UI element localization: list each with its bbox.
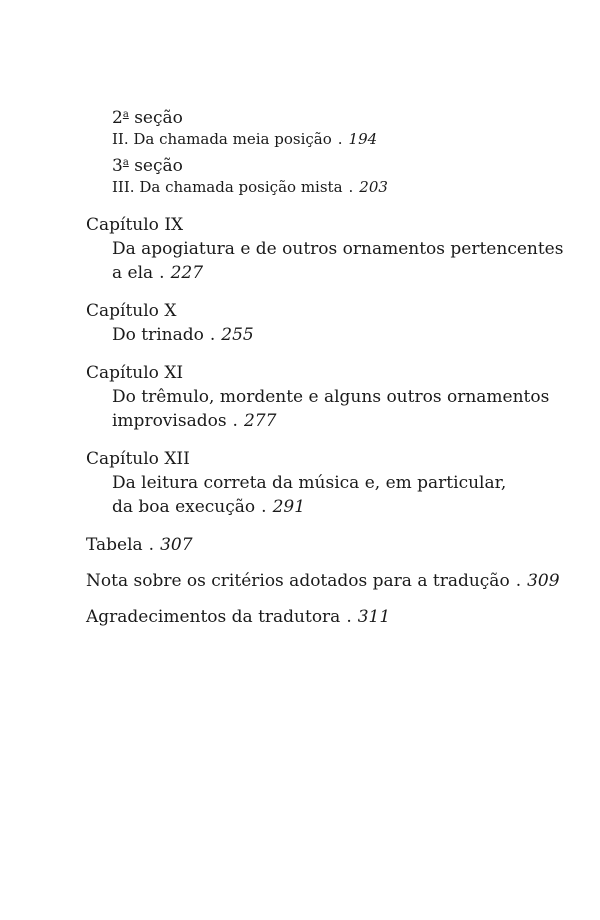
chapter-11-heading: Capítulo XI bbox=[86, 363, 184, 383]
chapter-10-heading: Capítulo X bbox=[86, 301, 177, 321]
section-2-heading: 2$^a$ seção bbox=[112, 108, 183, 128]
chapter-9-heading: Capítulo IX bbox=[86, 215, 184, 235]
toc-entry-III: III. Da chamada posição mista . 203 bbox=[112, 178, 388, 196]
toc-entry-tabela: Tabela . 307 bbox=[86, 535, 193, 555]
chapter-11-title: Do trêmulo, mordente e alguns outros ornamentos bbox=[112, 387, 550, 407]
chapter-12-title: Da leitura correta da música e, em particular, bbox=[112, 473, 507, 493]
toc-entry-II: II. Da chamada meia posição . 194 bbox=[112, 130, 378, 148]
chapter-9-title: Da apogiatura e de outros ornamentos pertencentes bbox=[112, 239, 564, 259]
chapter-9-title-cont: a ela . 227 bbox=[112, 263, 204, 283]
toc-entry-agradecimentos: Agradecimentos da tradutora . 311 bbox=[86, 607, 391, 627]
section-3-heading: 3$^a$ seção bbox=[112, 156, 183, 176]
toc-entry-nota: Nota sobre os critérios adotados para a tradução . 309 bbox=[86, 571, 560, 591]
chapter-10-title: Do trinado . 255 bbox=[112, 325, 254, 345]
chapter-12-heading: Capítulo XII bbox=[86, 449, 190, 469]
chapter-11-title-cont: improvisados . 277 bbox=[112, 411, 277, 431]
chapter-12-title-cont: da boa execução . 291 bbox=[112, 497, 306, 517]
